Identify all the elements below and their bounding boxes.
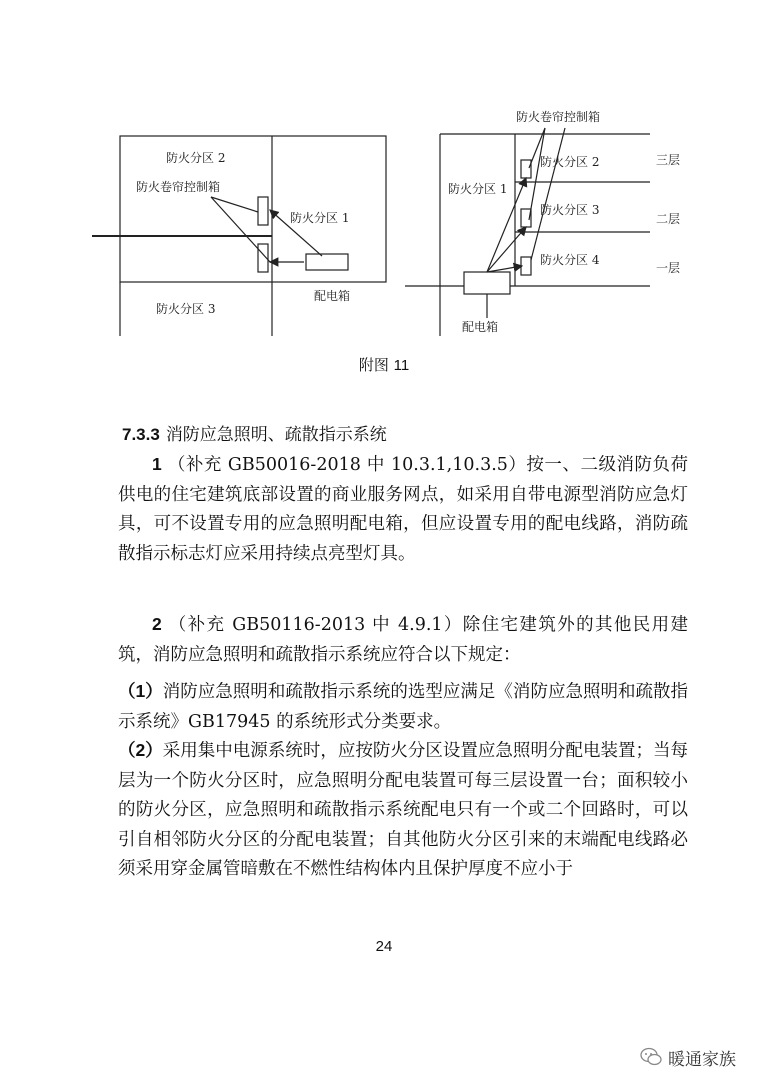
right-label-floor2: 二层 <box>656 212 681 226</box>
paragraph-1 <box>118 450 688 569</box>
paragraph-4-text: 采用集中电源系统时，应按防火分区设置应急照明分配电装置；当每层为一个防火分区时，应急照明分配电装置可每三层设置一台；面积较小的防火分区，应急照明和疏散指示系统配电只有一个或二个回路时，可以引自相邻防火分区的分配电装置；自其他防火分区引来的末端配电线路必须采用穿金属管暗敷在不燃性结构体内且保护厚度不应小于 <box>118 741 689 880</box>
paragraph-2 <box>118 610 688 670</box>
paragraph-2-text: （补充 GB50116-2013 中 4.9.1）除住宅建筑外的其他民用建筑，消防应急照明和疏散指示系统应符合以下规定： <box>118 615 688 665</box>
wechat-icon <box>640 1047 662 1067</box>
right-dist-box <box>464 272 510 294</box>
paragraph-3-number: （1） <box>118 681 163 701</box>
right-label-floor3: 三层 <box>656 153 681 167</box>
section-title: 消防应急照明、疏散指示系统 <box>165 425 387 445</box>
left-label-zone3: 防火分区 3 <box>156 302 216 316</box>
figure-caption <box>0 354 768 375</box>
watermark <box>640 1045 736 1069</box>
paragraph-1-number: 1 <box>152 454 162 474</box>
right-label-zone2: 防火分区 2 <box>540 155 600 169</box>
right-label-dist-box: 配电箱 <box>462 320 499 334</box>
page-number: 24 <box>375 938 393 955</box>
paragraph-3-text: 消防应急照明和疏散指示系统的选型应满足《消防应急照明和疏散指示系统》GB17945 的系统形式分类要求。 <box>118 682 689 732</box>
left-label-dist-box: 配电箱 <box>314 289 351 303</box>
caption-number: 11 <box>393 357 410 374</box>
right-label-zone3: 防火分区 3 <box>540 203 600 217</box>
left-label-zone2: 防火分区 2 <box>166 151 226 165</box>
right-label-floor1: 一层 <box>656 261 681 275</box>
section-number: 7.3.3 <box>122 425 160 444</box>
watermark-text: 暖通家族 <box>668 1049 736 1070</box>
paragraph-1-text: （补充 GB50016-2018 中 10.3.1,10.3.5）按一、二级消防负荷供电的住宅建筑底部设置的商业服务网点，如采用自带电源型消防应急灯具，可不设置专用的应急照明配电箱，但应设置专用的配电线路，消防疏散指示标志灯应采用持续点亮型灯具。 <box>118 455 688 564</box>
paragraph-3 <box>118 677 688 737</box>
paragraph-4-number: （2） <box>118 740 163 760</box>
left-label-zone1: 防火分区 1 <box>290 211 350 225</box>
caption-prefix: 附图 <box>358 356 389 374</box>
right-label-shutter-box: 防火卷帘控制箱 <box>516 110 601 124</box>
right-label-zone4: 防火分区 4 <box>540 253 600 267</box>
paragraph-2-number: 2 <box>152 614 162 634</box>
section-heading <box>122 420 387 445</box>
figure-svg <box>0 0 768 340</box>
right-shutter-box-3f <box>521 160 531 178</box>
left-dist-box <box>306 254 348 270</box>
left-shutter-box-upper <box>258 197 268 225</box>
paragraph-4 <box>118 736 688 885</box>
left-label-shutter-box: 防火卷帘控制箱 <box>136 180 221 194</box>
figure <box>0 0 768 340</box>
right-label-zone1: 防火分区 1 <box>448 182 508 196</box>
right-shutter-box-1f <box>521 257 531 275</box>
